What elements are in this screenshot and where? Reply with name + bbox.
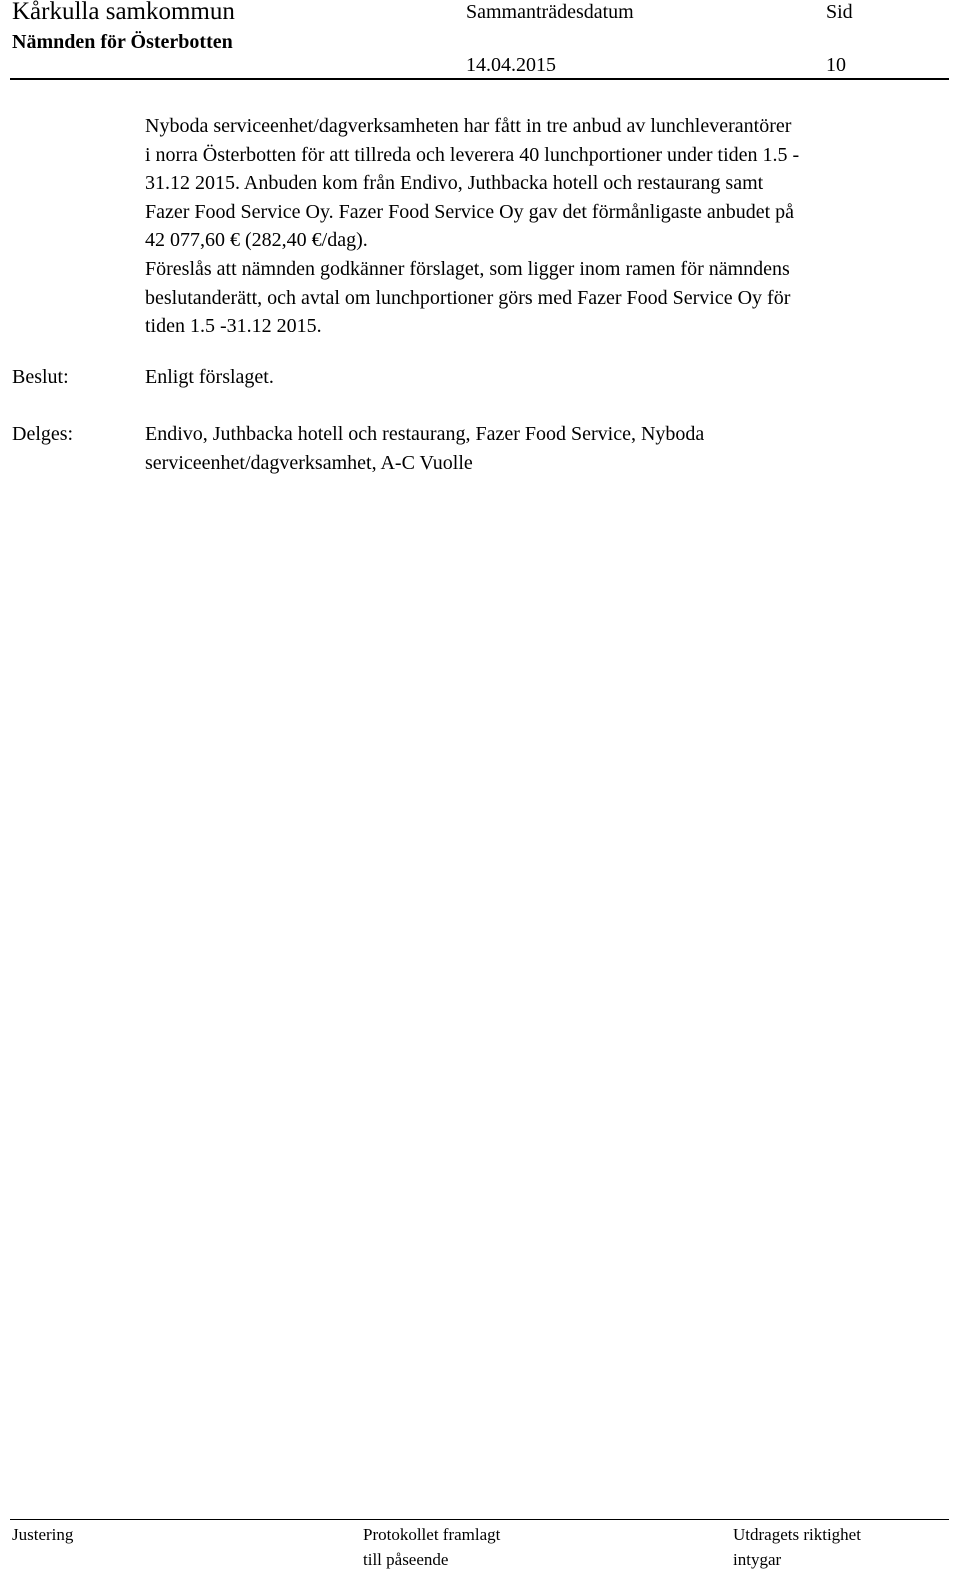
distribution-label: Delges:	[12, 423, 74, 445]
footer-extract-line2: intygar	[733, 1550, 782, 1569]
decision-label: Beslut:	[12, 366, 69, 388]
header-divider	[10, 78, 949, 80]
paragraph-line: i norra Österbotten för att tillreda och leverera 40 lunchportioner under tiden 1.5 -	[145, 143, 800, 166]
footer-protocol-line2: till påseende	[363, 1550, 449, 1569]
distribution-value	[145, 420, 945, 477]
meeting-date-label: Sammanträdesdatum	[466, 1, 634, 23]
paragraph-line: Nyboda serviceenhet/dagverksamheten har fått in tre anbud av lunchleverantörer	[145, 115, 792, 137]
paragraph-line: beslutanderätt, och avtal om lunchportioner görs med Fazer Food Service Oy för	[145, 286, 791, 309]
footer-protocol-line1: Protokollet framlagt	[363, 1525, 501, 1544]
board-name: Nämnden för Österbotten	[12, 31, 233, 53]
paragraph-line: 42 077,60 € (282,40 €/dag).	[145, 229, 368, 252]
distribution-line: serviceenhet/dagverksamhet, A-C Vuolle	[145, 451, 473, 474]
paragraph-line: 31.12 2015. Anbuden kom från Endivo, Juthbacka hotell och restaurang samt	[145, 172, 764, 195]
proposal-paragraph	[145, 112, 945, 341]
meeting-date-value: 14.04.2015	[466, 54, 556, 76]
paragraph-line: tiden 1.5 -31.12 2015.	[145, 315, 322, 338]
paragraph-line: Föreslås att nämnden godkänner förslaget, som ligger inom ramen för nämndens	[145, 257, 790, 280]
footer-divider	[10, 1519, 949, 1520]
footer-justering: Justering	[12, 1525, 74, 1544]
page-number-label: Sid	[826, 1, 853, 23]
footer-extract-line1: Utdragets riktighet	[733, 1525, 861, 1544]
distribution-line: Endivo, Juthbacka hotell och restaurang, Fazer Food Service, Nyboda	[145, 423, 705, 445]
page-number-value: 10	[826, 54, 846, 76]
organization-name: Kårkulla samkommun	[12, 0, 235, 25]
decision-value: Enligt förslaget.	[145, 366, 274, 388]
paragraph-line: Fazer Food Service Oy. Fazer Food Service Oy gav det förmånligaste anbudet på	[145, 200, 795, 223]
